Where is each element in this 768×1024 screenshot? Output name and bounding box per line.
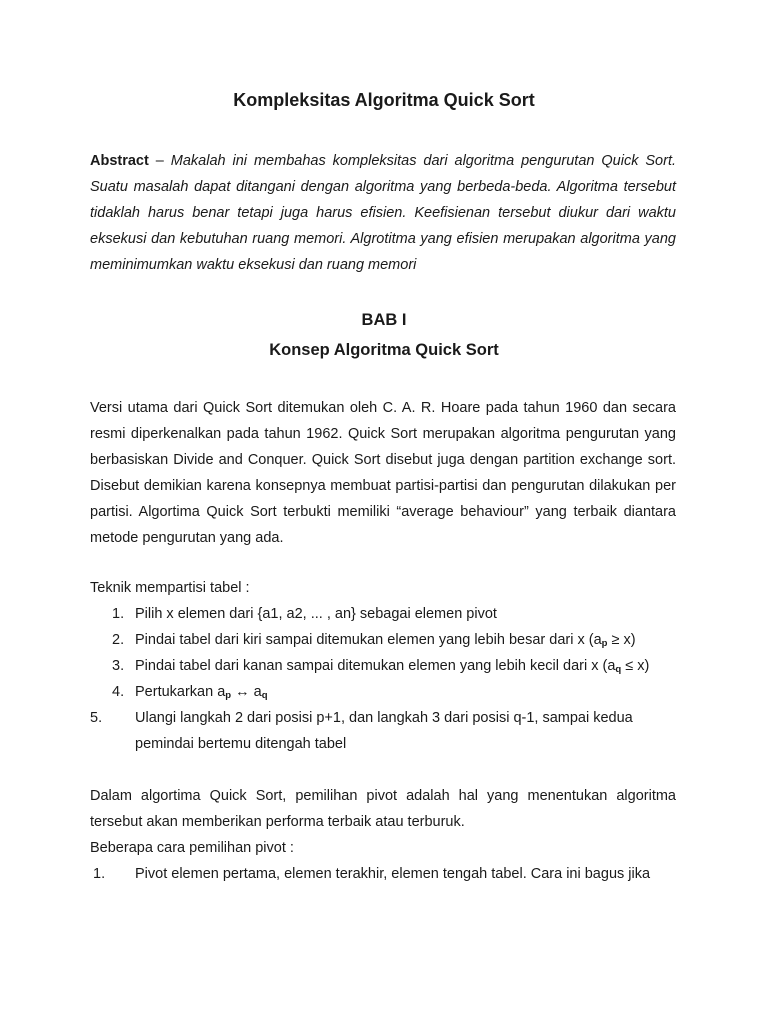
abstract-paragraph: [90, 148, 676, 278]
document-title: Kompleksitas Algoritma Quick Sort: [233, 90, 535, 110]
list-item-text: Pivot elemen pertama, elemen terakhir, elemen tengah tabel. Cara ini bagus jika: [135, 866, 651, 882]
pivot-methods-heading: Beberapa cara pemilihan pivot :: [90, 840, 294, 856]
abstract-label: Abstract: [90, 153, 149, 169]
list-item: [90, 861, 680, 887]
list-item-number: 5.: [90, 710, 103, 726]
abstract-text: Makalah ini membahas kompleksitas dari algoritma pengurutan Quick Sort. Suatu masalah dapat ditangani dengan algoritma yang berbeda-beda. Algoritma tersebut tidaklah harus benar tetapi juga harus efisien. Keefisienan tersebut diukur dari waktu eksekusi dan kebutuhan ruang memori. Algrotitma yang efisien merupakan algoritma yang meminimumkan waktu eksekusi dan ruang memori: [90, 153, 677, 273]
list-item-number: 1.: [112, 606, 125, 622]
pivot-paragraph: Dalam algortima Quick Sort, pemilihan pivot adalah hal yang menentukan algoritma tersebut akan memberikan performa terbaik atau terburuk.: [90, 788, 676, 830]
partition-heading: Teknik mempartisi tabel :: [90, 580, 250, 596]
list-item-number: 1.: [93, 866, 106, 882]
list-item-text: Pindai tabel dari kanan sampai ditemukan elemen yang lebih kecil dari x $(a_q \le x)$: [135, 658, 650, 675]
abstract-dash: –: [148, 153, 171, 169]
list-item: [90, 705, 680, 757]
chapter-number: BAB I: [361, 311, 407, 329]
list-item: [90, 679, 680, 705]
list-item: [90, 627, 680, 653]
list-item: [90, 653, 680, 679]
list-item-text: Ulangi langkah 2 dari posisi p+1, dan langkah 3 dari posisi q-1, sampai kedua pemindai bertemu ditengah tabel: [135, 710, 633, 752]
list-item-number: 2.: [112, 632, 125, 648]
list-item-number: 3.: [112, 658, 125, 674]
list-item-text: Pindai tabel dari kiri sampai ditemukan elemen yang lebih besar dari x $(a_p \ge x)$: [135, 632, 636, 649]
list-item-text: Pertukarkan $a_p$ ↔ $a_q$: [135, 684, 268, 701]
list-item-text: Pilih x elemen dari {a1, a2, ... , an} sebagai elemen pivot: [135, 606, 497, 622]
chapter-title: Konsep Algoritma Quick Sort: [269, 341, 499, 359]
partition-steps-list: [90, 601, 680, 757]
intro-paragraph: Versi utama dari Quick Sort ditemukan oleh C. A. R. Hoare pada tahun 1960 dan secara resmi diperkenalkan pada tahun 1962. Quick Sort merupakan algoritma pengurutan yang berbasiskan Divide and Conquer. Quick Sort disebut juga dengan partition exchange sort. Disebut demikian karena konsepnya membuat partisi-partisi dan pengurutan dilakukan per partisi. Algortima Quick Sort terbukti memiliki “average behaviour” yang terbaik diantara metode pengurutan yang ada.: [90, 400, 676, 546]
list-item-number: 4.: [112, 684, 125, 700]
list-item: [90, 601, 680, 627]
